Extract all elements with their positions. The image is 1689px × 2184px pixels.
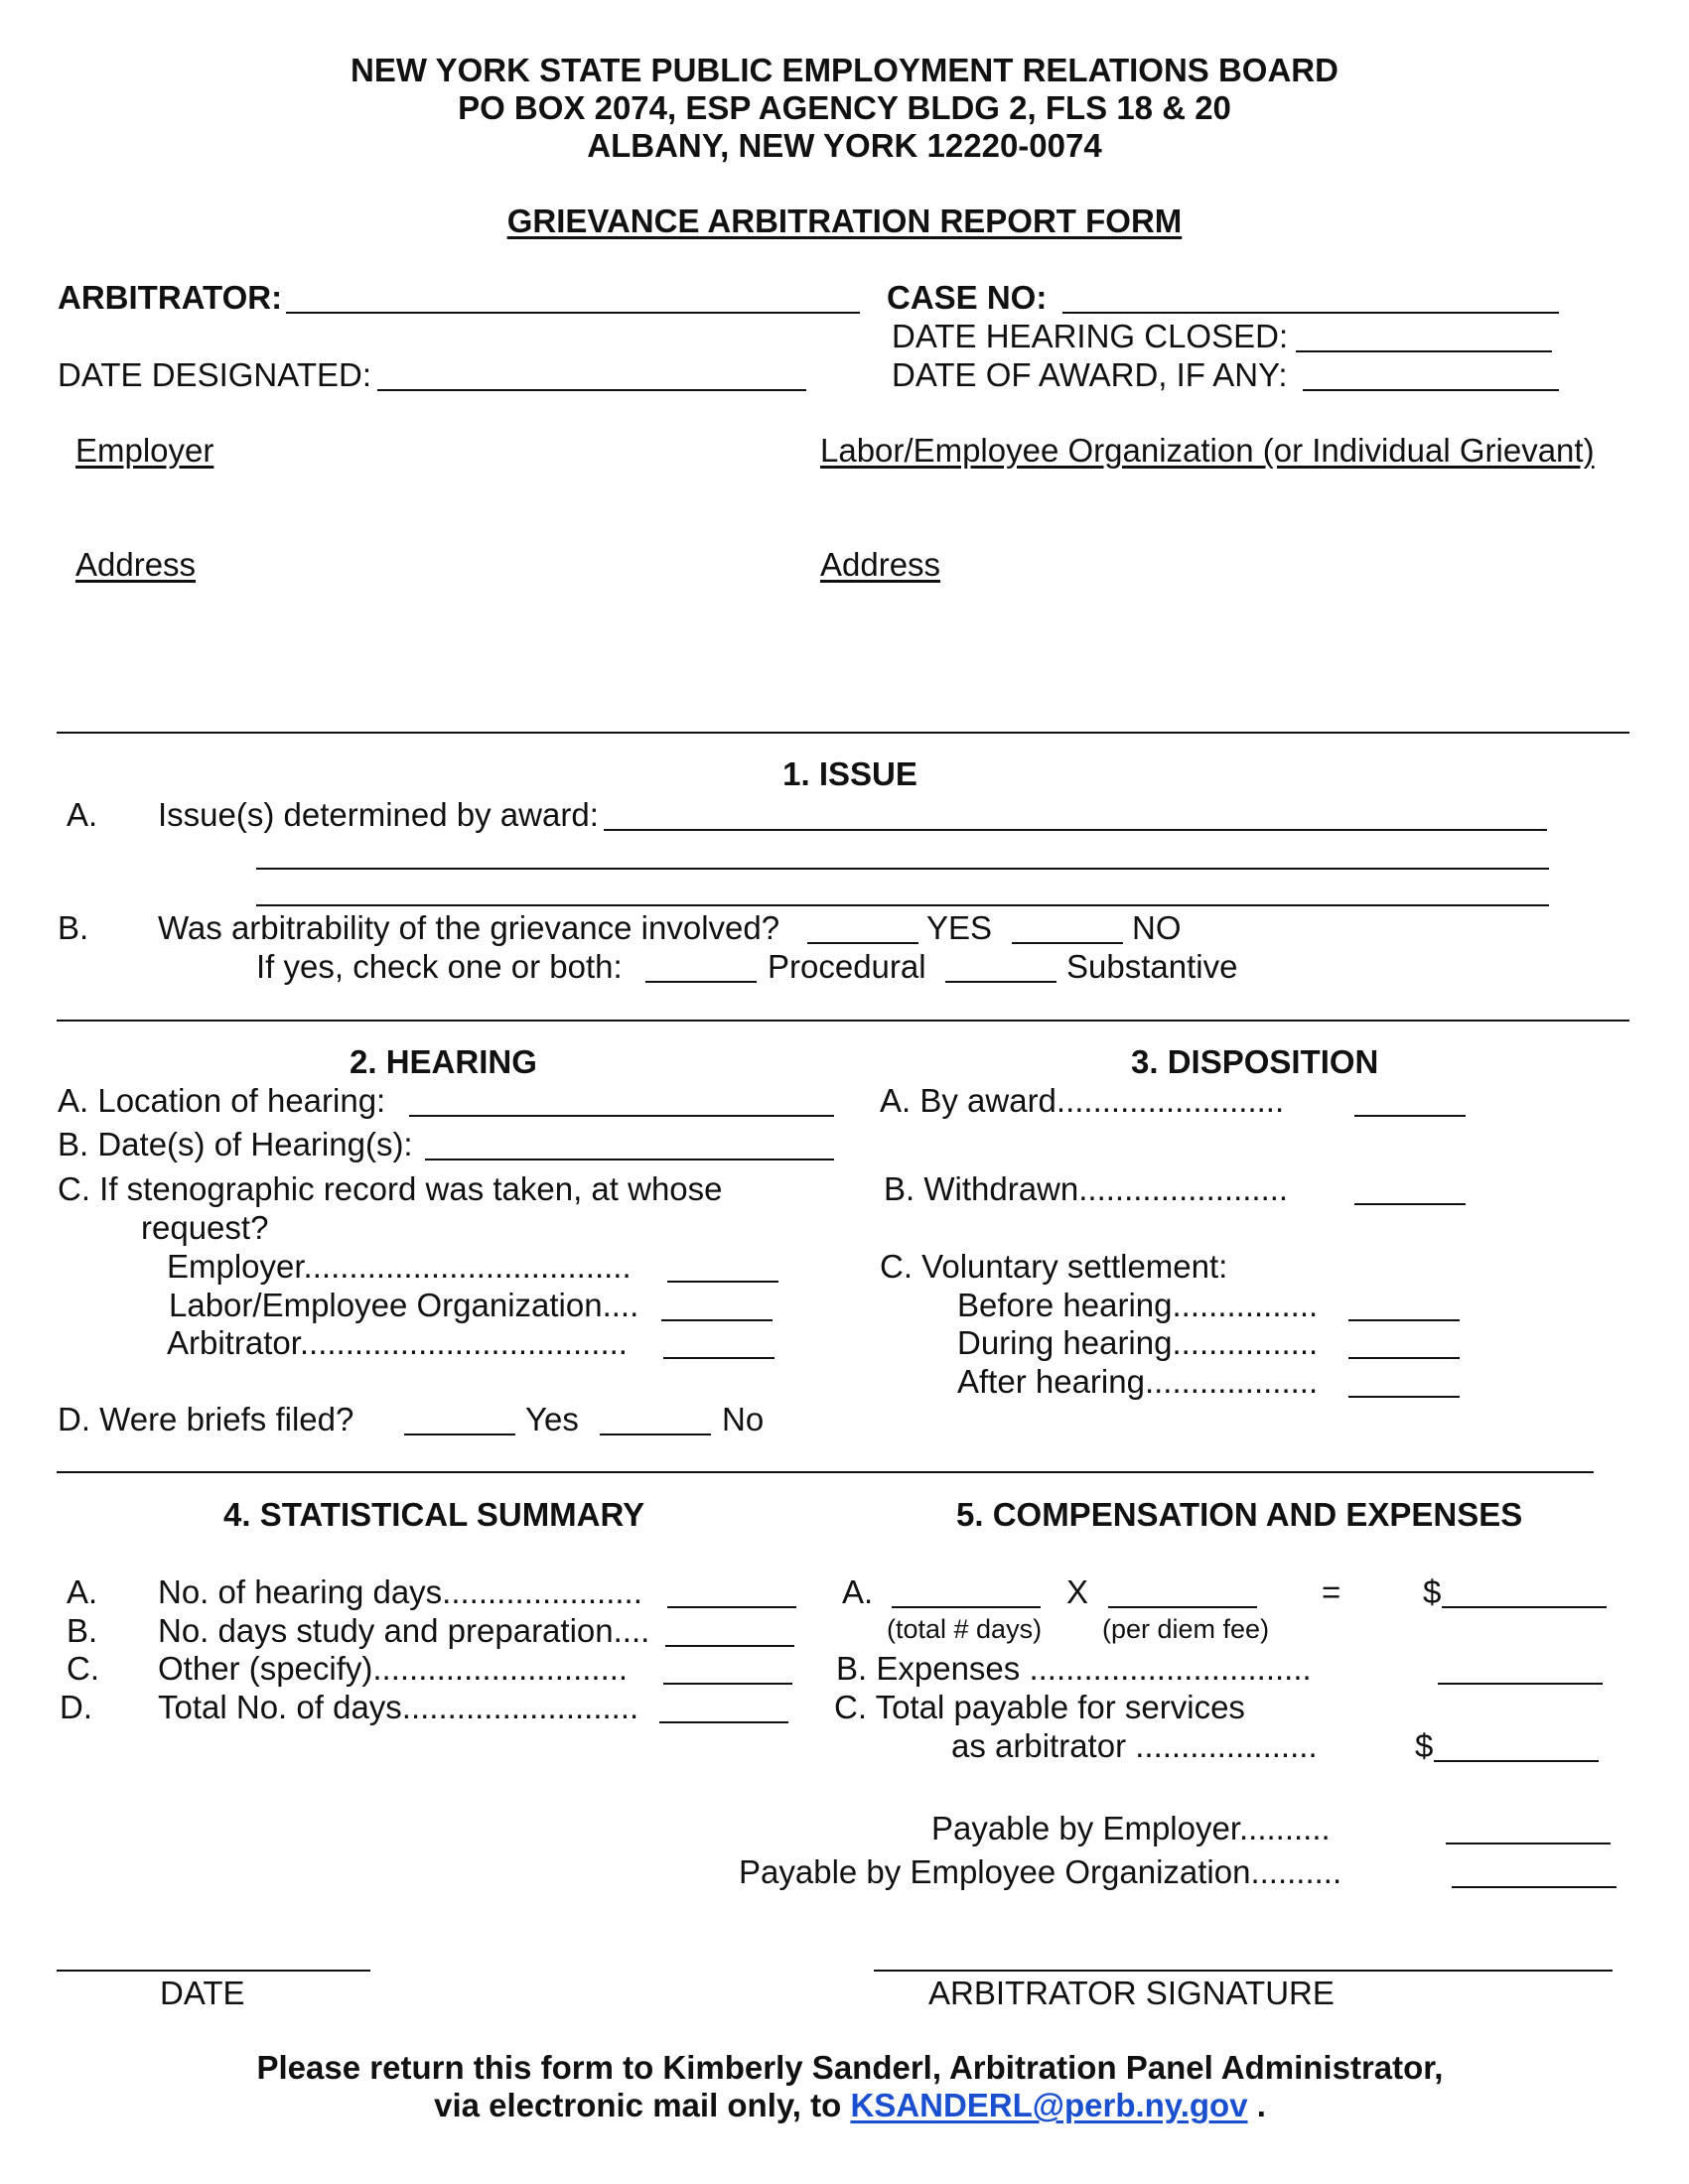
employer-label: Employer: [75, 432, 214, 469]
hearing-location-field[interactable]: [409, 1115, 834, 1117]
issue-a-field-line1[interactable]: [604, 829, 1547, 831]
after-hearing-field[interactable]: [1348, 1396, 1460, 1398]
voluntary-settlement-label: C. Voluntary settlement:: [880, 1248, 1228, 1285]
date-of-award-label: DATE OF AWARD, IF ANY:: [892, 356, 1288, 393]
arbitrator-signature-field[interactable]: [874, 1970, 1613, 1972]
withdrawn-label: B. Withdrawn.......................: [884, 1170, 1289, 1207]
hearing-dates-field[interactable]: [425, 1159, 834, 1160]
procedural-field[interactable]: [645, 981, 757, 983]
during-hearing-label: During hearing................: [957, 1324, 1319, 1361]
arbitrability-yes-label: YES: [926, 909, 993, 946]
agency-name: NEW YORK STATE PUBLIC EMPLOYMENT RELATIONS BOARD: [351, 52, 1338, 88]
by-award-label: A. By award.........................: [880, 1082, 1285, 1119]
substantive-field[interactable]: [945, 981, 1056, 983]
issue-section-title: 1. ISSUE: [782, 755, 917, 792]
withdrawn-field[interactable]: [1354, 1203, 1466, 1205]
stat-row-letter: A.: [67, 1573, 98, 1610]
date-designated-field[interactable]: [377, 389, 806, 391]
issue-a-label: Issue(s) determined by award:: [158, 796, 599, 833]
arbitrator-field[interactable]: [286, 312, 860, 314]
briefs-filed-label: D. Were briefs filed?: [58, 1401, 354, 1437]
payable-employer-label: Payable by Employer..........: [931, 1810, 1331, 1846]
stenographic-question-cont: request?: [141, 1209, 269, 1246]
hearing-dates-label: B. Date(s) of Hearing(s):: [58, 1126, 413, 1162]
stat-row-letter: C.: [67, 1650, 99, 1687]
disposition-section-title: 3. DISPOSITION: [1131, 1043, 1379, 1080]
by-award-field[interactable]: [1354, 1115, 1466, 1117]
arbitrator-signature-label: ARBITRATOR SIGNATURE: [928, 1975, 1335, 2011]
date-hearing-closed-label: DATE HEARING CLOSED:: [892, 318, 1289, 354]
agency-address-line2: ALBANY, NEW YORK 12220-0074: [587, 127, 1102, 164]
steno-labor-org-field[interactable]: [661, 1319, 773, 1321]
email-suffix: .: [1256, 2087, 1266, 2123]
total-payable-label-cont: as arbitrator ....................: [951, 1727, 1318, 1764]
before-hearing-field[interactable]: [1348, 1319, 1460, 1321]
arbitrability-no-label: NO: [1132, 909, 1182, 946]
email-link[interactable]: KSANDERL@perb.ny.gov: [850, 2087, 1248, 2123]
before-hearing-label: Before hearing................: [957, 1287, 1319, 1323]
labor-org-address-label: Address: [820, 546, 941, 583]
stat-other-field[interactable]: [663, 1683, 792, 1685]
equals-symbol: =: [1322, 1573, 1341, 1610]
steno-arbitrator-label: Arbitrator....................................: [167, 1324, 628, 1361]
divider: [57, 732, 1629, 734]
steno-arbitrator-field[interactable]: [663, 1357, 774, 1359]
expenses-field[interactable]: [1438, 1683, 1603, 1685]
per-diem-fee-field[interactable]: [1108, 1606, 1257, 1608]
stat-row-letter: D.: [60, 1689, 92, 1725]
issue-a-field-line3[interactable]: [256, 904, 1549, 906]
after-hearing-label: After hearing...................: [957, 1363, 1319, 1400]
procedural-label: Procedural: [768, 948, 926, 985]
steno-employer-label: Employer....................................: [167, 1248, 632, 1285]
steno-labor-org-label: Labor/Employee Organization....: [169, 1287, 639, 1323]
stat-total-days-label: Total No. of days..........................: [158, 1689, 639, 1725]
case-no-field[interactable]: [1062, 312, 1559, 314]
stat-row-letter: B.: [67, 1612, 98, 1649]
briefs-no-label: No: [722, 1401, 765, 1437]
hearing-section-title: 2. HEARING: [350, 1043, 537, 1080]
total-days-caption: (total # days): [887, 1614, 1043, 1644]
briefs-yes-field[interactable]: [404, 1433, 515, 1435]
briefs-yes-label: Yes: [525, 1401, 579, 1437]
briefs-no-field[interactable]: [600, 1433, 711, 1435]
email-prefix: via electronic mail only, to: [434, 2087, 842, 2123]
labor-org-label: Labor/Employee Organization (or Individual Grievant): [820, 432, 1595, 469]
arbitrability-yes-field[interactable]: [807, 942, 918, 944]
issue-a-field-line2[interactable]: [256, 868, 1549, 870]
total-days-field[interactable]: [892, 1606, 1041, 1608]
date-hearing-closed-field[interactable]: [1296, 350, 1552, 352]
payable-org-field[interactable]: [1452, 1886, 1617, 1888]
comp-a-letter: A.: [842, 1573, 874, 1610]
date-signature-field[interactable]: [57, 1970, 370, 1972]
stat-hearing-days-label: No. of hearing days......................: [158, 1573, 642, 1610]
return-instructions-email-line: [0, 2089, 1689, 2121]
total-payable-label: C. Total payable for services: [834, 1689, 1245, 1725]
dollar-sign: $: [1423, 1573, 1442, 1610]
date-of-award-field[interactable]: [1303, 389, 1559, 391]
hearing-location-label: A. Location of hearing:: [58, 1082, 386, 1119]
stat-total-days-field[interactable]: [659, 1721, 788, 1723]
during-hearing-field[interactable]: [1348, 1357, 1460, 1359]
divider: [57, 1471, 1594, 1473]
stat-other-label: Other (specify)............................: [158, 1650, 629, 1687]
substantive-label: Substantive: [1066, 948, 1238, 985]
per-diem-caption: (per diem fee): [1102, 1614, 1270, 1644]
fee-total-field[interactable]: [1442, 1606, 1607, 1608]
return-instructions: Please return this form to Kimberly Sanderl, Arbitration Panel Administrator,: [256, 2049, 1444, 2086]
steno-employer-field[interactable]: [667, 1281, 778, 1283]
form-title: GRIEVANCE ARBITRATION REPORT FORM: [506, 203, 1183, 239]
total-payable-field[interactable]: [1434, 1760, 1599, 1762]
employer-address-label: Address: [75, 546, 197, 583]
arbitrator-label: ARBITRATOR:: [58, 279, 283, 316]
stat-study-days-field[interactable]: [665, 1645, 794, 1647]
payable-org-label: Payable by Employee Organization..........: [739, 1853, 1342, 1890]
stat-hearing-days-field[interactable]: [667, 1606, 796, 1608]
payable-employer-field[interactable]: [1446, 1843, 1611, 1844]
if-yes-label: If yes, check one or both:: [256, 948, 623, 985]
issue-b-label: Was arbitrability of the grievance involved?: [158, 909, 780, 946]
case-no-label: CASE NO:: [887, 279, 1048, 316]
date-designated-label: DATE DESIGNATED:: [58, 356, 371, 393]
stat-study-days-label: No. days study and preparation....: [158, 1612, 650, 1649]
stenographic-question: C. If stenographic record was taken, at whose: [58, 1170, 723, 1207]
agency-address-line1: PO BOX 2074, ESP AGENCY BLDG 2, FLS 18 & 20: [458, 89, 1231, 126]
divider: [57, 1020, 1629, 1022]
expenses-label: B. Expenses ...............................: [836, 1650, 1312, 1687]
issue-a-letter: A.: [67, 796, 98, 833]
times-symbol: X: [1066, 1573, 1089, 1610]
arbitrability-no-field[interactable]: [1012, 942, 1123, 944]
compensation-title: 5. COMPENSATION AND EXPENSES: [956, 1496, 1523, 1533]
date-label: DATE: [160, 1975, 245, 2011]
issue-b-letter: B.: [58, 909, 89, 946]
statistical-summary-title: 4. STATISTICAL SUMMARY: [223, 1496, 645, 1533]
dollar-sign: $: [1415, 1727, 1434, 1764]
